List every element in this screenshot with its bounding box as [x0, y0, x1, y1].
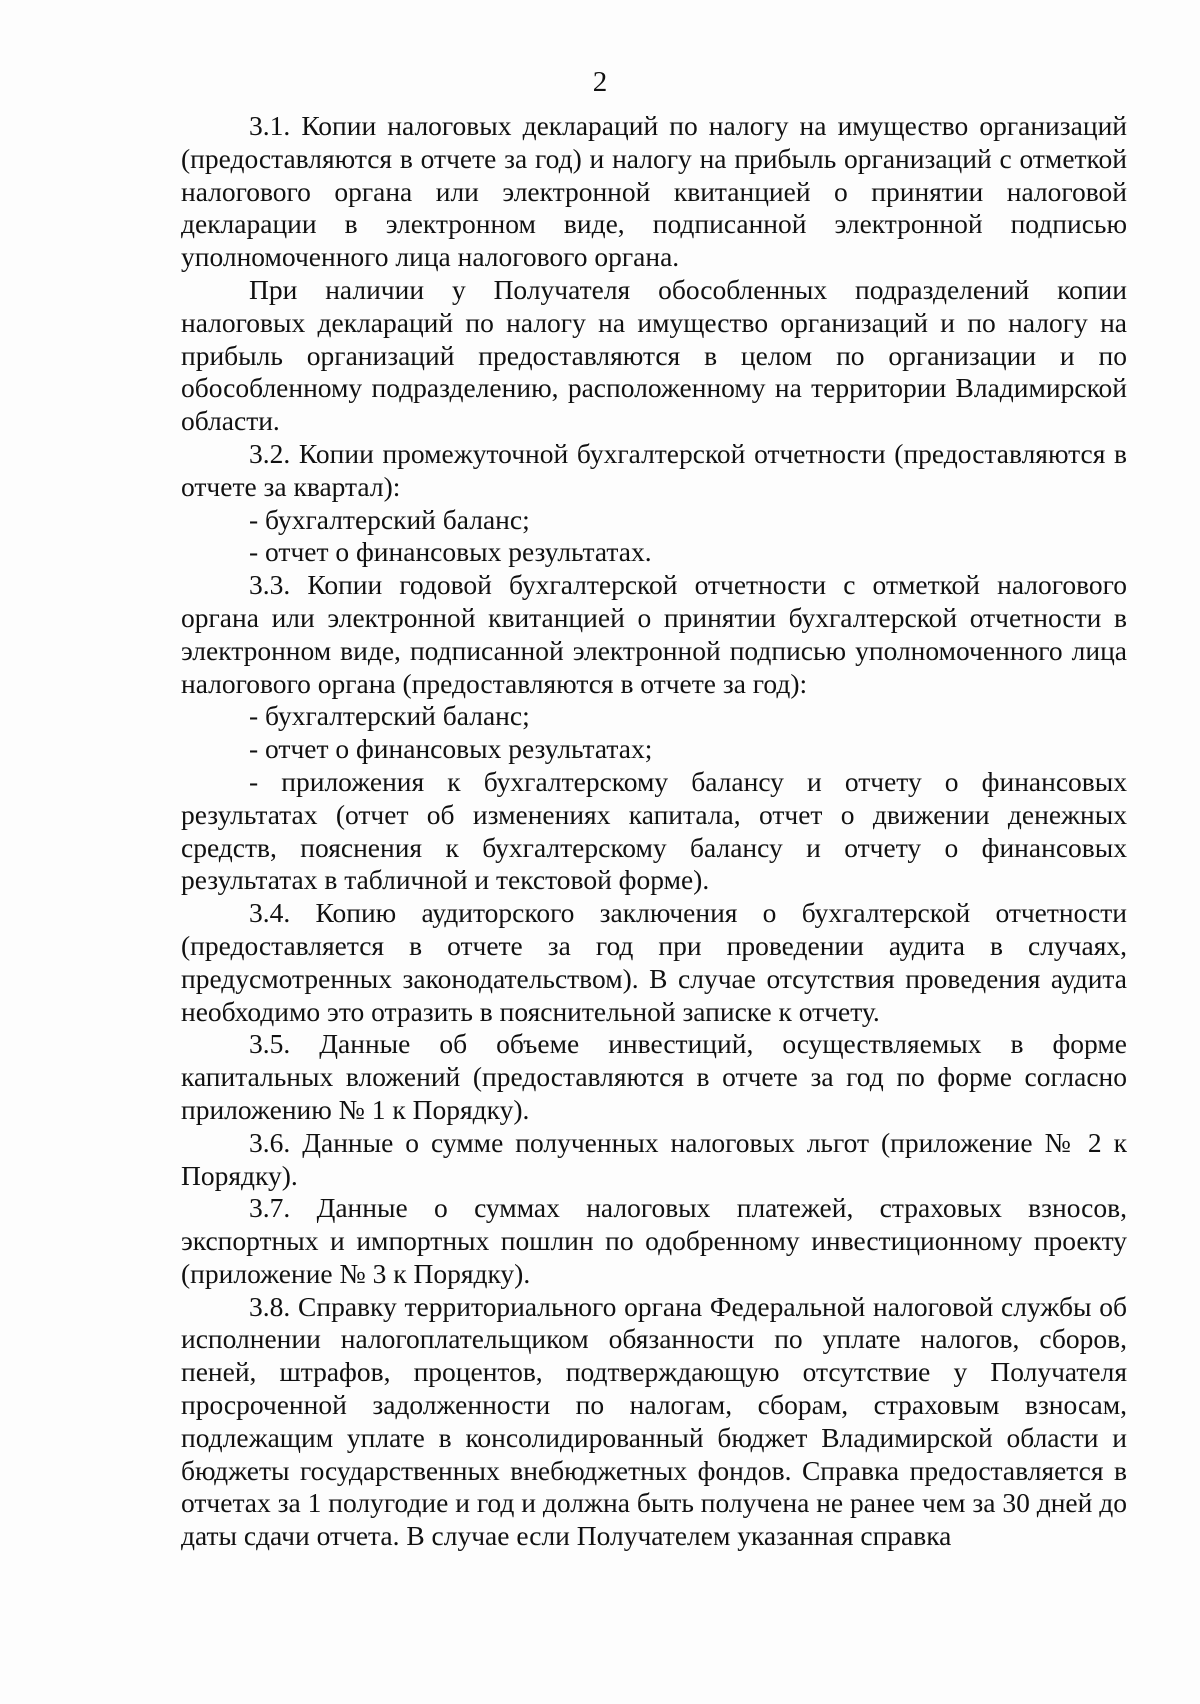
paragraph-3-1: 3.1. Копии налоговых деклараций по налогу на имущество организаций (предоставляются в отчете за год) и налогу на прибыль организаций с отметкой налогового органа или электронной квитанцией о принятии налоговой декларации в электронном виде, подписанной электронной подписью уполномоченного лица налогового органа.: [181, 110, 1127, 273]
list-item: - отчет о финансовых результатах.: [249, 536, 652, 568]
paragraph-3-5: 3.5. Данные об объеме инвестиций, осуществляемых в форме капитальных вложений (предоставляются в отчете за год по форме согласно приложению № 1 к Порядку).: [181, 1028, 1127, 1125]
list-item: - бухгалтерский баланс;: [249, 503, 530, 535]
page-number: 2: [592, 66, 608, 98]
list-item: - отчет о финансовых результатах;: [249, 733, 653, 765]
paragraph-3-7: 3.7. Данные о суммах налоговых платежей, страховых взносов, экспортных и импортных пошлин по одобренному инвестиционному проекту (приложение № 3 к Порядку).: [181, 1192, 1127, 1289]
paragraph-3-4: 3.4. Копию аудиторского заключения о бухгалтерской отчетности (предоставляется в отчете за год при проведении аудита в случаях, предусмотренных законодательством). В случае отсутствия проведения аудита необходимо это отразить в пояснительной записке к отчету.: [181, 897, 1127, 1027]
paragraph-3-6: 3.6. Данные о сумме полученных налоговых льгот (приложение № 2 к Порядку).: [181, 1126, 1127, 1191]
list-item: - бухгалтерский баланс;: [249, 700, 530, 732]
paragraph-3-2: 3.2. Копии промежуточной бухгалтерской отчетности (предоставляются в отчете за квартал):: [181, 437, 1127, 502]
list-item: - приложения к бухгалтерскому балансу и отчету о финансовых результатах (отчет об изменениях капитала, отчет о движении денежных средств, пояснения к бухгалтерскому балансу и отчету о финансовых результатах в табличной и текстовой форме).: [181, 765, 1127, 896]
paragraph-3-3: 3.3. Копии годовой бухгалтерской отчетности с отметкой налогового органа или электронной квитанцией о принятии бухгалтерской отчетности в электронном виде, подписанной электронной подписью уполномоченного лица налогового органа (предоставляются в отчете за год):: [181, 569, 1127, 699]
document-body: [181, 110, 1127, 1553]
paragraph-3-8: 3.8. Справку территориального органа Федеральной налоговой службы об исполнении налогоплательщиком обязанности по уплате налогов, сборов, пеней, штрафов, процентов, подтверждающую отсутствие у Получателя просроченной задолженности по налогам, сборам, страховым взносам, подлежащим уплате в консолидированный бюджет Владимирской области и бюджеты государственных внебюджетных фондов. Справка предоставляется в отчетах за 1 полугодие и год и должна быть получена не ранее чем за 30 дней до даты сдачи отчета. В случае если Получателем указанная справка: [181, 1290, 1127, 1552]
paragraph-separate-divisions: При наличии у Получателя обособленных подразделений копии налоговых деклараций по налогу на имущество организаций и по налогу на прибыль организаций предоставляются в целом по организации и по обособленному подразделению, расположенному на территории Владимирской области.: [181, 273, 1127, 437]
